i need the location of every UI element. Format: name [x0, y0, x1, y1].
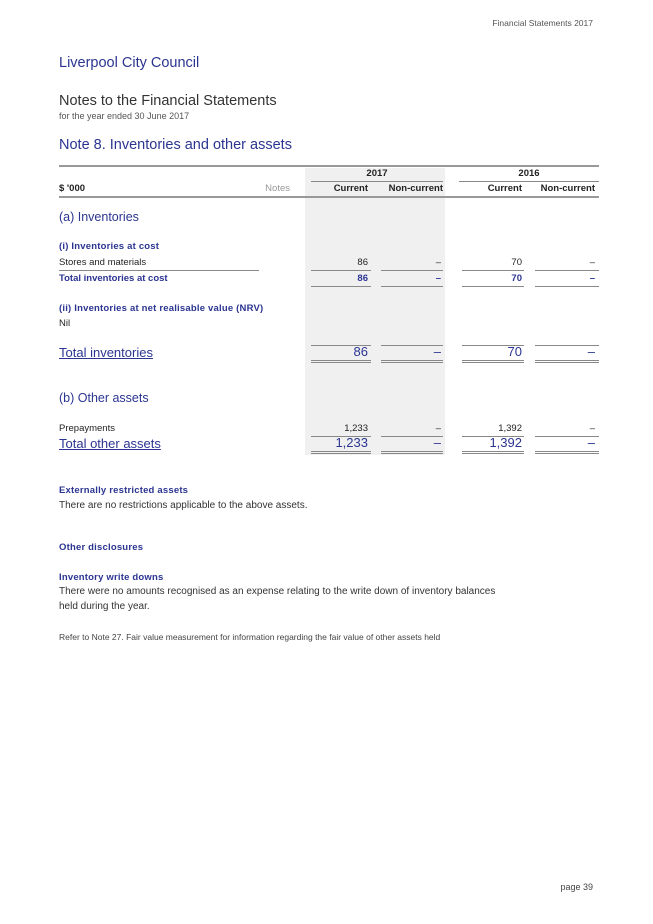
- total-other-label: Total other assets: [59, 436, 161, 451]
- stores-noncurrent-2017: –: [435, 257, 441, 268]
- section-b-heading: (b) Other assets: [59, 391, 149, 405]
- year-2016-heading: 2016: [518, 168, 540, 179]
- noncurrent-heading-2016: Non-current: [540, 183, 595, 194]
- council-name: Liverpool City Council: [59, 55, 200, 71]
- total-cost-current-2016: 70: [511, 273, 522, 284]
- table-top-rule: [59, 165, 599, 167]
- stores-noncurrent-2016: –: [589, 257, 595, 268]
- sub-i-heading: (i) Inventories at cost: [59, 241, 160, 252]
- writedown-heading: Inventory write downs: [59, 572, 164, 583]
- total-cost-noncurrent-2016: –: [589, 273, 595, 284]
- notes-heading: Notes: [265, 183, 290, 194]
- writedown-line2: held during the year.: [59, 601, 150, 612]
- rule-2017: [311, 181, 443, 182]
- sub-ii-heading: (ii) Inventories at net realisable value (NRV): [59, 303, 264, 314]
- total-inv-current-2016: 70: [507, 344, 522, 359]
- stores-rule: [59, 270, 259, 271]
- nil-label: Nil: [59, 318, 71, 329]
- prepay-noncurrent-2017: –: [435, 423, 441, 434]
- notes-subtitle: for the year ended 30 June 2017: [59, 111, 190, 121]
- current-heading-2017: Current: [333, 183, 368, 194]
- prepay-current-2016: 1,392: [498, 423, 522, 434]
- stores-rule-c16: [462, 270, 524, 271]
- tinv-rule-n17: [381, 360, 443, 363]
- total-inv-current-2017: 86: [353, 344, 368, 359]
- rule-2016: [459, 181, 599, 182]
- stores-current-2016: 70: [511, 257, 522, 268]
- tother-rule-c17: [311, 451, 371, 454]
- running-header: Financial Statements 2017: [492, 18, 593, 28]
- page-number: page 39: [560, 882, 593, 892]
- notes-title: Notes to the Financial Statements: [59, 93, 277, 109]
- total-other-current-2017: 1,233: [335, 435, 368, 450]
- prepayments-label: Prepayments: [59, 423, 115, 434]
- section-a-heading: (a) Inventories: [59, 210, 139, 224]
- stores-rule-n17: [381, 270, 443, 271]
- tother-rule-n17: [381, 451, 443, 454]
- cost-rule-n17: [381, 286, 443, 287]
- stores-current-2017: 86: [357, 257, 368, 268]
- stores-rule-c17: [311, 270, 371, 271]
- tinv-rule-c17: [311, 360, 371, 363]
- total-inventories-label: Total inventories: [59, 345, 153, 360]
- tother-rule-n16: [535, 451, 599, 454]
- restricted-heading: Externally restricted assets: [59, 485, 189, 496]
- current-heading-2016: Current: [487, 183, 522, 194]
- stores-label: Stores and materials: [59, 257, 147, 268]
- cost-rule-n16: [535, 286, 599, 287]
- total-cost-current-2017: 86: [357, 273, 368, 284]
- tinv-rule-c16: [462, 360, 524, 363]
- total-cost-noncurrent-2017: –: [435, 273, 441, 284]
- current-year-band: [305, 168, 445, 455]
- writedown-line1: There were no amounts recognised as an expense relating to the write down of inventory balances: [59, 586, 496, 597]
- refer-note: Refer to Note 27. Fair value measurement for information regarding the fair value of other assets held: [59, 632, 441, 642]
- header-bottom-rule: [59, 196, 599, 198]
- total-inv-noncurrent-2016: –: [587, 344, 595, 359]
- stores-rule-n16: [535, 270, 599, 271]
- cost-rule-c16: [462, 286, 524, 287]
- note-heading: Note 8. Inventories and other assets: [59, 137, 292, 153]
- tother-rule-c16: [462, 451, 524, 454]
- restricted-text: There are no restrictions applicable to the above assets.: [59, 500, 308, 511]
- total-other-noncurrent-2017: –: [433, 435, 441, 450]
- year-2017-heading: 2017: [366, 168, 388, 179]
- total-inv-noncurrent-2017: –: [433, 344, 441, 359]
- total-other-current-2016: 1,392: [489, 435, 522, 450]
- unit-heading: $ '000: [59, 183, 86, 194]
- other-disclosures-heading: Other disclosures: [59, 542, 144, 553]
- cost-rule-c17: [311, 286, 371, 287]
- prepay-current-2017: 1,233: [344, 423, 368, 434]
- noncurrent-heading-2017: Non-current: [388, 183, 443, 194]
- tinv-rule-n16: [535, 360, 599, 363]
- total-other-noncurrent-2016: –: [587, 435, 595, 450]
- prepay-noncurrent-2016: –: [589, 423, 595, 434]
- total-cost-label: Total inventories at cost: [59, 273, 168, 284]
